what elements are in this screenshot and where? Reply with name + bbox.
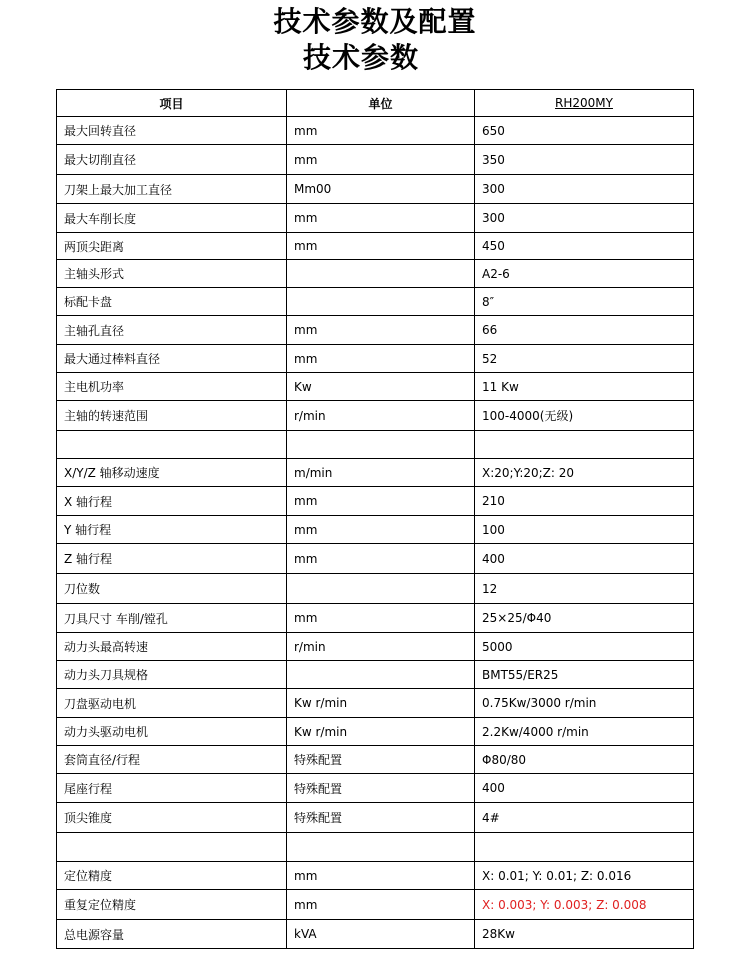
cell-item: 标配卡盘 — [57, 288, 287, 316]
table-row — [57, 204, 694, 233]
cell-unit: Mm00 — [287, 175, 475, 204]
table-row — [57, 373, 694, 401]
cell-value: 650 — [475, 117, 694, 145]
cell-item: 尾座行程 — [57, 774, 287, 803]
table-row — [57, 574, 694, 604]
section-title: 技术参数 — [302, 41, 419, 74]
cell-item: 刀具尺寸 车削/镗孔 — [57, 604, 287, 633]
table-row — [57, 145, 694, 175]
table-row — [57, 633, 694, 661]
cell-unit: 特殊配置 — [287, 774, 475, 803]
cell-item — [57, 431, 287, 459]
table-row — [57, 431, 694, 459]
table-row — [57, 862, 694, 890]
cell-value: 0.75Kw/3000 r/min — [475, 689, 694, 718]
cell-item: 主轴的转速范围 — [57, 401, 287, 431]
cell-unit: mm — [287, 890, 475, 920]
cell-unit: mm — [287, 604, 475, 633]
cell-value: 25×25/Φ40 — [475, 604, 694, 633]
cell-unit: mm — [287, 345, 475, 373]
cell-item: 刀位数 — [57, 574, 287, 604]
cell-unit: m/min — [287, 459, 475, 487]
cell-unit — [287, 574, 475, 604]
cell-value: 12 — [475, 574, 694, 604]
spec-table — [56, 89, 694, 949]
cell-item: 总电源容量 — [57, 920, 287, 949]
cell-item: 最大切削直径 — [57, 145, 287, 175]
cell-unit: 特殊配置 — [287, 746, 475, 774]
cell-value: 28Kw — [475, 920, 694, 949]
table-header-row — [57, 90, 694, 117]
cell-value: 350 — [475, 145, 694, 175]
cell-unit — [287, 661, 475, 689]
table-row — [57, 774, 694, 803]
cell-unit — [287, 833, 475, 862]
cell-item: X/Y/Z 轴移动速度 — [57, 459, 287, 487]
cell-unit: Kw r/min — [287, 718, 475, 746]
cell-item: 定位精度 — [57, 862, 287, 890]
table-row — [57, 833, 694, 862]
cell-unit: mm — [287, 204, 475, 233]
cell-item — [57, 833, 287, 862]
table-row — [57, 233, 694, 260]
cell-value: 300 — [475, 204, 694, 233]
cell-value — [475, 833, 694, 862]
cell-value: X: 0.003; Y: 0.003; Z: 0.008 — [475, 890, 694, 920]
cell-value — [475, 431, 694, 459]
table-row — [57, 401, 694, 431]
header-model[interactable]: RH200MY — [475, 90, 694, 117]
table-row — [57, 803, 694, 833]
cell-value: X: 0.01; Y: 0.01; Z: 0.016 — [475, 862, 694, 890]
cell-item: 套筒直径/行程 — [57, 746, 287, 774]
cell-value: 2.2Kw/4000 r/min — [475, 718, 694, 746]
table-row — [57, 604, 694, 633]
cell-unit — [287, 288, 475, 316]
cell-value: 66 — [475, 316, 694, 345]
cell-item: 主轴头形式 — [57, 260, 287, 288]
cell-item: 动力头驱动电机 — [57, 718, 287, 746]
cell-value: 300 — [475, 175, 694, 204]
spec-table-body — [57, 117, 694, 949]
cell-unit: kVA — [287, 920, 475, 949]
cell-unit — [287, 260, 475, 288]
table-row — [57, 175, 694, 204]
cell-item: Z 轴行程 — [57, 544, 287, 574]
cell-value: 52 — [475, 345, 694, 373]
cell-unit — [287, 431, 475, 459]
cell-unit: mm — [287, 145, 475, 175]
table-row — [57, 316, 694, 345]
cell-value: 11 Kw — [475, 373, 694, 401]
header-item: 项目 — [57, 90, 287, 117]
table-row — [57, 487, 694, 516]
cell-item: 两顶尖距离 — [57, 233, 287, 260]
table-row — [57, 661, 694, 689]
cell-item: 刀架上最大加工直径 — [57, 175, 287, 204]
cell-item: 主电机功率 — [57, 373, 287, 401]
table-row — [57, 718, 694, 746]
cell-value: 5000 — [475, 633, 694, 661]
page-title: 技术参数及配置 — [273, 5, 477, 38]
cell-value: X:20;Y:20;Z: 20 — [475, 459, 694, 487]
cell-value: Φ80/80 — [475, 746, 694, 774]
cell-item: 重复定位精度 — [57, 890, 287, 920]
header-unit: 单位 — [287, 90, 475, 117]
cell-unit: mm — [287, 516, 475, 544]
table-row — [57, 920, 694, 949]
cell-item: Y 轴行程 — [57, 516, 287, 544]
cell-value: 100-4000(无级) — [475, 401, 694, 431]
table-row — [57, 689, 694, 718]
cell-item: 动力头最高转速 — [57, 633, 287, 661]
cell-value: 400 — [475, 544, 694, 574]
cell-item: 最大回转直径 — [57, 117, 287, 145]
table-row — [57, 117, 694, 145]
cell-item: 最大通过棒料直径 — [57, 345, 287, 373]
cell-unit: mm — [287, 233, 475, 260]
cell-unit: mm — [287, 544, 475, 574]
cell-value: A2-6 — [475, 260, 694, 288]
cell-value: 8″ — [475, 288, 694, 316]
cell-value: 450 — [475, 233, 694, 260]
cell-value: BMT55/ER25 — [475, 661, 694, 689]
table-row — [57, 345, 694, 373]
table-row — [57, 459, 694, 487]
cell-unit: Kw r/min — [287, 689, 475, 718]
table-row — [57, 544, 694, 574]
cell-unit: 特殊配置 — [287, 803, 475, 833]
cell-unit: mm — [287, 487, 475, 516]
cell-value: 100 — [475, 516, 694, 544]
cell-item: 动力头刀具规格 — [57, 661, 287, 689]
table-row — [57, 288, 694, 316]
cell-value: 4# — [475, 803, 694, 833]
cell-item: X 轴行程 — [57, 487, 287, 516]
table-row — [57, 890, 694, 920]
cell-unit: Kw — [287, 373, 475, 401]
cell-unit: mm — [287, 117, 475, 145]
cell-value: 400 — [475, 774, 694, 803]
cell-unit: r/min — [287, 401, 475, 431]
cell-value: 210 — [475, 487, 694, 516]
cell-unit: mm — [287, 316, 475, 345]
table-row — [57, 746, 694, 774]
table-row — [57, 260, 694, 288]
cell-item: 主轴孔直径 — [57, 316, 287, 345]
table-row — [57, 516, 694, 544]
cell-item: 顶尖锥度 — [57, 803, 287, 833]
cell-unit: mm — [287, 862, 475, 890]
cell-item: 最大车削长度 — [57, 204, 287, 233]
cell-item: 刀盘驱动电机 — [57, 689, 287, 718]
cell-unit: r/min — [287, 633, 475, 661]
